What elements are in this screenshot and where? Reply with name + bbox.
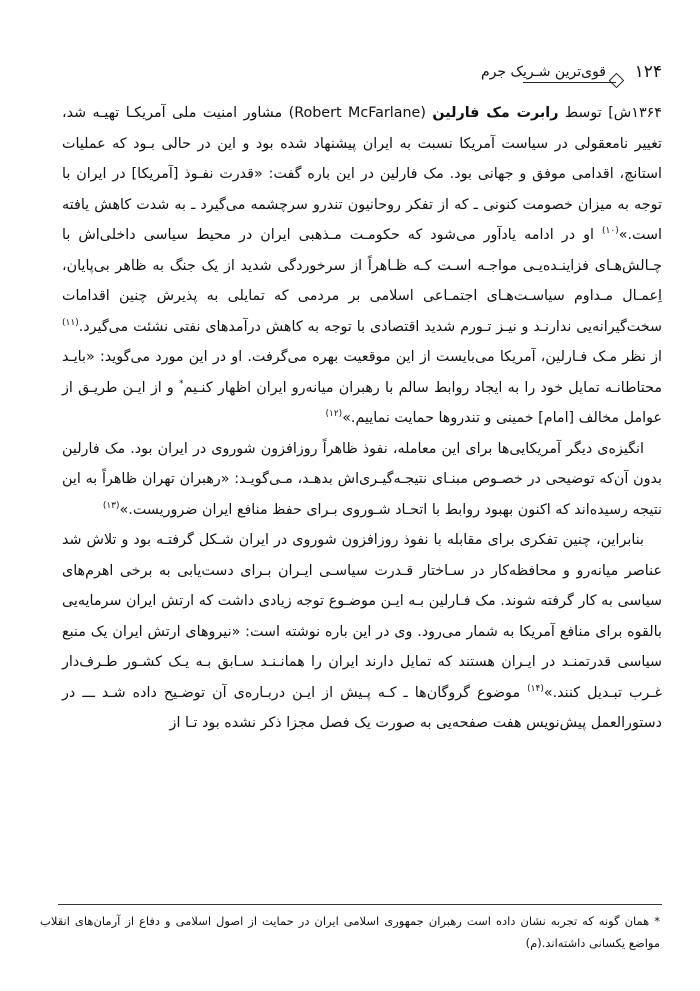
footnote-marker: (۱۲) (325, 409, 343, 420)
header-rule (523, 82, 616, 83)
footnote-marker: (۱۱) (62, 317, 79, 328)
paragraph (62, 525, 662, 739)
paragraph (62, 434, 662, 526)
text-run: (Robert McFarlane) مشاور امنیت ملی آمریکـا تهیـه شد، تغییر نامعقولی در سیاست آمریکا نسبت به ایران پیشنهاد شده بود و این در حالی بـود که عملیات استانچ، اقدامی موفق و جهانی بود. مک فارلین در این باره گفت: «قدرت نفـوذ [آمریکا] در ایران با توجه به میزان خصومت کنونی ـ که از تفکر روحانیون تندرو سرچشمه می‌گیرد ـ به شدت کاهش یافته است.» (62, 105, 662, 243)
text-run: بنابراین، چنین تفکری برای مقابله با نفوذ روزافزون شوروی در ایران شـکل گرفتـه بود و تلاش شد عناصر میانه‌رو و محافظه‌کار در سـاختار قـدرت سیاسـی ایـران بـرای دست‌یابی به برخی اهرم‌های سیاسی به کار گرفته شوند. مک فـارلین بـه ایـن موضـوع توجه زیادی داشت که ارتش ایران سرمایه‌یی بالقوه برای منافع آمریکا به شمار می‌رود. وی در این باره نوشته است: «نیروهای ارتش ایران یک منبع سیاسی قدرتمنـد در ایـران هستند که تمایل دارند ایران را همانـنـد سـابق بـه یـک کشـور طـرف‌دار غـرب تبـدیل کنند.» (62, 532, 662, 701)
footnote-marker: (۱۳) (102, 500, 120, 511)
page-header (102, 62, 662, 92)
main-text (62, 98, 662, 739)
footnote-marker: (۱۰) (602, 226, 619, 237)
footnote: * همان گونه که تجربه نشان داده است رهبران جمهوری اسلامی ایران در حمایت از اصول اسلامی و دفاع از آرمان‌های انقلاب مواضع یکسانی داشته‌اند.(م) (40, 914, 660, 950)
bold-name: رابرت مک فارلین (432, 105, 559, 121)
diamond-ornament-icon (609, 73, 625, 89)
text-run: ۱۳۶۴ش] توسط (558, 105, 662, 121)
footnote-marker: (۱۴) (527, 683, 544, 694)
footnote-divider (58, 904, 662, 905)
running-title: قوی‌ترین شـریک جرم (481, 64, 606, 80)
text-run: از نظر مـک فـارلین، آمریکا می‌بایست از این موقعیت بهره می‌گرفت. او در این مورد می‌گوید: «بایـد محتاطانـه تمایل خود را به ایجاد روابط سالم با رهبران میانه‌رو ایران اظهار کنـیم (62, 349, 663, 396)
page-number: ۱۲۴ (634, 62, 662, 82)
paragraph (62, 98, 662, 434)
text-run: موضوع گروگان‌ها ـ کـه پـیش از ایـن دربـاره‌ی آن توضـیح داده شـد ـــ در دستورالعمل پیش‌نویس هفت صفحه‌یی به صورت یک فصل مجزا ذکر نشده بود تـا از (62, 684, 662, 731)
text-run: انگیزه‌ی دیگر آمریکایی‌ها برای این معامله، نفوذ ظاهراً روزافزون شوروی در ایران بود. مک فارلین بدون آن‌که توضیحی در خصـوص مبنـای نتیجـه‌گیـری‌اش بدهـد، مـی‌گویـد: «رهبران تهران ظاهراً به این نتیجه رسیده‌اند که اکنون بهبود روابط با اتحـاد شـوروی بـرای حفظ منافع ایران ضروریست.» (62, 440, 662, 518)
text-run: و از ایـن طریـق از عوامل مخالف [امام] خمینی و تندروها حمایت نماییم.» (62, 379, 662, 426)
text-run: او در ادامه یادآور می‌شود که حکومـت مـذهبی ایران در محیط سیاسی داخلی‌اش با چـالش‌هـای فزاینـده‌یـی مواجـه اسـت کـه ظـاهراً از سرخوردگی شدید از یک جنگ به ظاهر بی‌پایان، اِعمـال مـداوم سیاسـت‌هـای اجتمـاعی اسلامی بر مردمی که تمایلی به پذیرش چنین اقدامات سخت‌گیرانه‌یی ندارنـد و نیـز تـورم شدید اقتصادی با توجه به کاهش درآمدهای نفتی نشئت می‌گیرد. (62, 227, 662, 335)
footnote-marker: * (179, 378, 184, 389)
